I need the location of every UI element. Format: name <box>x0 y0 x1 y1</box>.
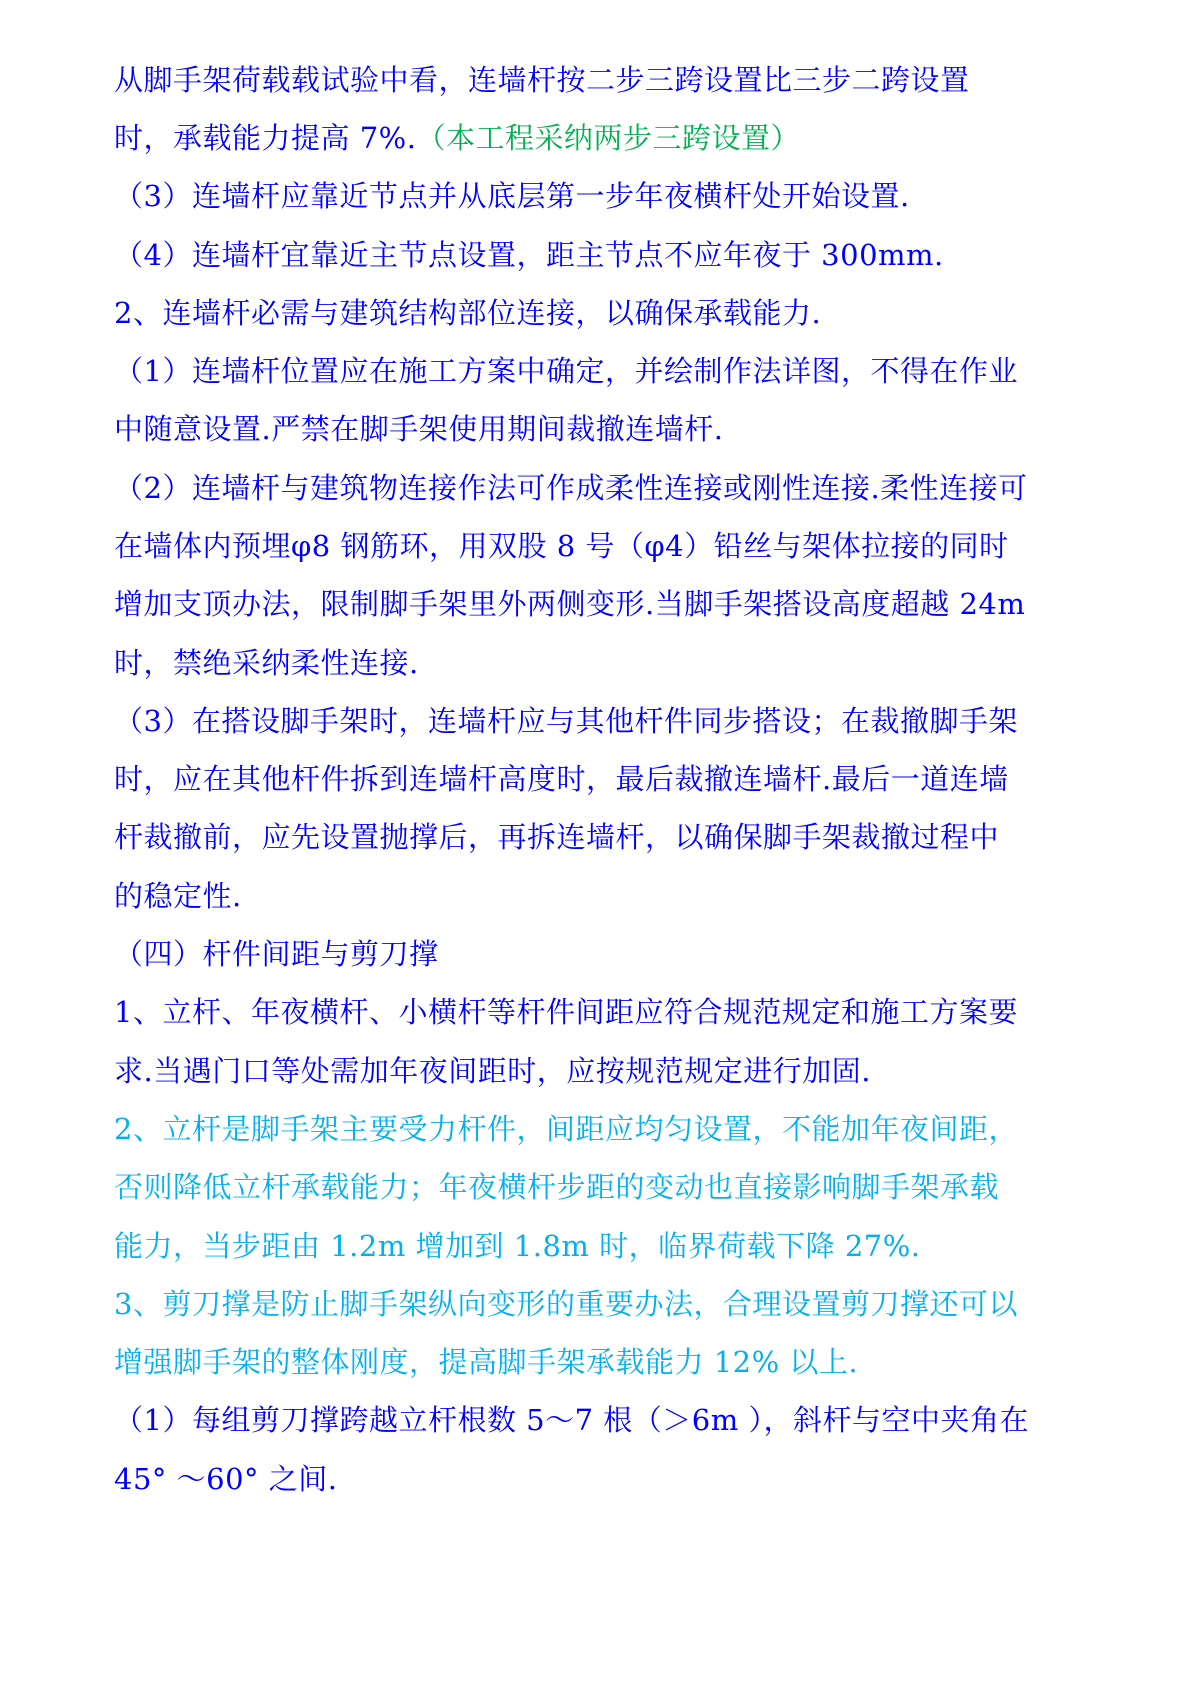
text-line: （3）连墙杆应靠近节点并从底层第一步年夜横杆处开始设置. <box>114 179 910 213</box>
text-line: （3）在搭设脚手架时，连墙杆应与其他杆件同步搭设；在裁撤脚手架 <box>114 704 1018 738</box>
text-line: 求.当遇门口等处需加年夜间距时，应按规范规定进行加固. <box>114 1054 871 1088</box>
text-line: （1）连墙杆位置应在施工方案中确定，并绘制作法详图，不得在作业 <box>114 354 1018 388</box>
text-line: 3、剪刀撑是防止脚手架纵向变形的重要办法，合理设置剪刀撑还可以 <box>114 1287 1018 1321</box>
text-line: 45° ～60° 之间. <box>114 1462 338 1496</box>
text-line: 能力，当步距由 1.2m 增加到 1.8m 时，临界荷载下降 27%. <box>114 1229 921 1263</box>
text-line: 增强脚手架的整体刚度，提高脚手架承载能力 12% 以上. <box>114 1345 859 1379</box>
text-line: 从脚手架荷载载试验中看，连墙杆按二步三跨设置比三步二跨设置 <box>114 63 970 97</box>
text-line: （2）连墙杆与建筑物连接作法可作成柔性连接或刚性连接.柔性连接可 <box>114 471 1028 505</box>
text-line: 时，禁绝采纳柔性连接. <box>114 646 419 680</box>
text-line: 杆裁撤前，应先设置抛撑后，再拆连墙杆，以确保脚手架裁撤过程中 <box>114 820 1000 854</box>
highlight-note: （本工程采纳两步三跨设置） <box>416 121 800 155</box>
text-line: （1）每组剪刀撑跨越立杆根数 5～7 根（＞6m ），斜杆与空中夹角在 <box>114 1403 1029 1437</box>
text-line: 时，应在其他杆件拆到连墙杆高度时，最后裁撤连墙杆.最后一道连墙 <box>114 762 1009 796</box>
text-line: 2、立杆是脚手架主要受力杆件，间距应均匀设置，不能加年夜间距， <box>114 1112 1018 1146</box>
text-span: 时，承载能力提高 7%. <box>114 121 417 155</box>
text-line <box>114 116 800 160</box>
text-line: 1、立杆、年夜横杆、小横杆等杆件间距应符合规范规定和施工方案要 <box>114 995 1018 1029</box>
text-line: 否则降低立杆承载能力；年夜横杆步距的变动也直接影响脚手架承载 <box>114 1170 1000 1204</box>
text-line: 增加支顶办法，限制脚手架里外两侧变形.当脚手架搭设高度超越 24m <box>114 587 1026 621</box>
section-heading: （四）杆件间距与剪刀撑 <box>114 937 439 971</box>
text-line: 中随意设置.严禁在脚手架使用期间裁撤连墙杆. <box>114 412 724 446</box>
text-line: 的稳定性. <box>114 879 242 913</box>
text-line: 2、连墙杆必需与建筑结构部位连接，以确保承载能力. <box>114 296 822 330</box>
text-line: 在墙体内预埋φ8 钢筋环，用双股 8 号（φ4）铅丝与架体拉接的同时 <box>114 529 1009 563</box>
text-line: （4）连墙杆宜靠近主节点设置，距主节点不应年夜于 300mm. <box>114 238 944 272</box>
